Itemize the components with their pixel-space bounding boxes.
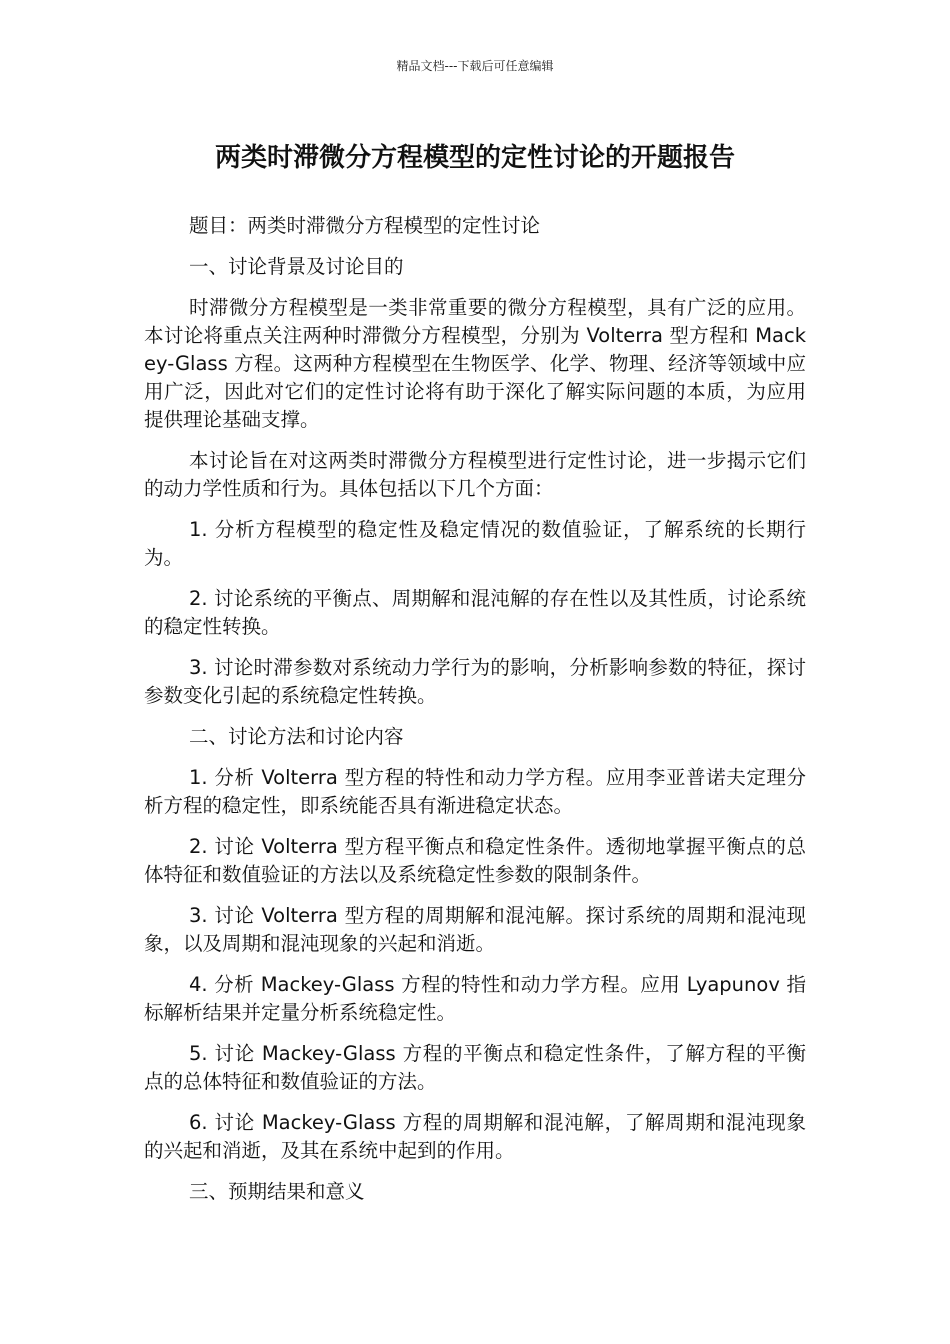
list-item: 1. 分析 Volterra 型方程的特性和动力学方程。应用李亚普诺夫定理分析方程的稳定性，即系统能否具有渐进稳定状态。 <box>144 766 806 817</box>
section-heading-1: 一、讨论背景及讨论目的 <box>189 255 404 278</box>
list-item: 2. 讨论 Volterra 型方程平衡点和稳定性条件。透彻地掌握平衡点的总体特征和数值验证的方法以及系统稳定性参数的限制条件。 <box>144 835 806 886</box>
list-item: 3. 讨论 Volterra 型方程的周期解和混沌解。探讨系统的周期和混沌现象，以及周期和混沌现象的兴起和消逝。 <box>144 904 806 955</box>
body-paragraph: 本讨论旨在对这两类时滞微分方程模型进行定性讨论，进一步揭示它们的动力学性质和行为。具体包括以下几个方面： <box>144 449 806 500</box>
section-heading-3: 三、预期结果和意义 <box>189 1180 365 1203</box>
list-item: 2. 讨论系统的平衡点、周期解和混沌解的存在性以及其性质，讨论系统的稳定性转换。 <box>144 587 806 638</box>
list-item: 1. 分析方程模型的稳定性及稳定情况的数值验证，了解系统的长期行为。 <box>144 518 806 569</box>
header-note: 精品文档---下载后可任意编辑 <box>396 59 554 73</box>
body-paragraph: 时滞微分方程模型是一类非常重要的微分方程模型，具有广泛的应用。本讨论将重点关注两种时滞微分方程模型，分别为 Volterra 型方程和 Mackey-Glass 方程。这两种方程模型在生物医学、化学、物理、经济等领域中应用广泛，因此对它们的定性讨论将有助于深化了解实际问题的本质，为应用提供理论基础支撑。 <box>144 296 806 431</box>
list-item: 5. 讨论 Mackey-Glass 方程的平衡点和稳定性条件，了解方程的平衡点的总体特征和数值验证的方法。 <box>144 1042 806 1093</box>
section-heading-2: 二、讨论方法和讨论内容 <box>189 725 404 748</box>
list-item: 4. 分析 Mackey-Glass 方程的特性和动力学方程。应用 Lyapunov 指标解析结果并定量分析系统稳定性。 <box>144 973 806 1024</box>
document-body <box>144 212 806 1219</box>
topic-line: 题目：两类时滞微分方程模型的定性讨论 <box>189 214 541 237</box>
document-title: 两类时滞微分方程模型的定性讨论的开题报告 <box>214 143 735 173</box>
list-item: 6. 讨论 Mackey-Glass 方程的周期解和混沌解，了解周期和混沌现象的兴起和消逝，及其在系统中起到的作用。 <box>144 1111 806 1162</box>
list-item: 3. 讨论时滞参数对系统动力学行为的影响，分析影响参数的特征，探讨参数变化引起的系统稳定性转换。 <box>144 656 806 707</box>
